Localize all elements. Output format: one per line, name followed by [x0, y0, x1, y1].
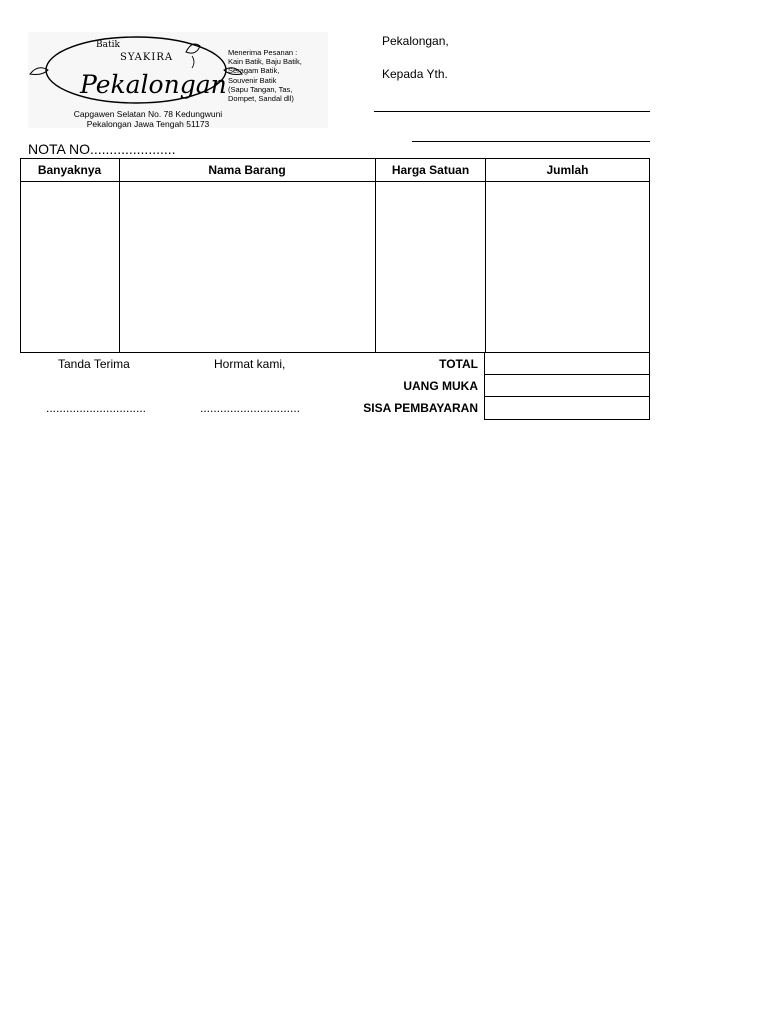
place-date-label: Pekalongan,: [382, 34, 449, 48]
signature-line-sender: ..............................: [200, 401, 301, 415]
cell-jumlah[interactable]: [486, 183, 649, 352]
total-label: TOTAL: [439, 357, 478, 371]
sisa-value-field[interactable]: [486, 397, 649, 417]
cell-banyaknya[interactable]: [21, 183, 118, 352]
table-header-divider: [21, 181, 649, 182]
uang-muka-label: UANG MUKA: [403, 379, 478, 393]
total-value-field[interactable]: [486, 353, 649, 373]
hormat-kami-label: Hormat kami,: [214, 357, 286, 371]
items-table: [20, 158, 650, 353]
services-line: (Sapu Tangan, Tas,: [228, 84, 293, 94]
column-header-jumlah: Jumlah: [546, 163, 589, 177]
recipient-label: Kepada Yth.: [382, 67, 448, 81]
company-logo: [28, 32, 328, 128]
services-line: Seragam Batik,: [228, 66, 280, 76]
logo-batik-text: Batik: [96, 40, 120, 50]
totals-box: [484, 352, 650, 420]
tanda-terima-label: Tanda Terima: [58, 357, 130, 371]
recipient-line-1[interactable]: [374, 111, 650, 112]
logo-city-text: Pekalongan: [80, 70, 227, 99]
column-header-nama-barang: Nama Barang: [208, 163, 286, 177]
services-line: Dompet, Sandal dll): [228, 94, 294, 104]
column-header-harga-satuan: Harga Satuan: [391, 163, 470, 177]
services-line: Menerima Pesanan :: [228, 48, 298, 57]
column-header-banyaknya: Banyaknya: [37, 163, 102, 177]
nota-number: NOTA NO......................: [28, 141, 176, 157]
cell-harga-satuan[interactable]: [376, 183, 484, 352]
logo-brand-text: SYAKIRA: [120, 52, 174, 63]
logo-address-line2: Pekalongan Jawa Tengah 51173: [86, 119, 210, 129]
logo-address-line1: Capgawen Selatan No. 78 Kedungwuni: [73, 109, 223, 119]
signature-line-receiver: ..............................: [46, 401, 147, 415]
sisa-pembayaran-label: SISA PEMBAYARAN: [363, 401, 478, 415]
recipient-line-2[interactable]: [412, 141, 650, 142]
services-line: Kain Batik, Baju Batik,: [228, 57, 302, 67]
uang-muka-value-field[interactable]: [486, 375, 649, 395]
cell-nama-barang[interactable]: [120, 183, 374, 352]
services-list: [228, 48, 328, 103]
services-line: Souvenir Batik: [228, 75, 277, 85]
